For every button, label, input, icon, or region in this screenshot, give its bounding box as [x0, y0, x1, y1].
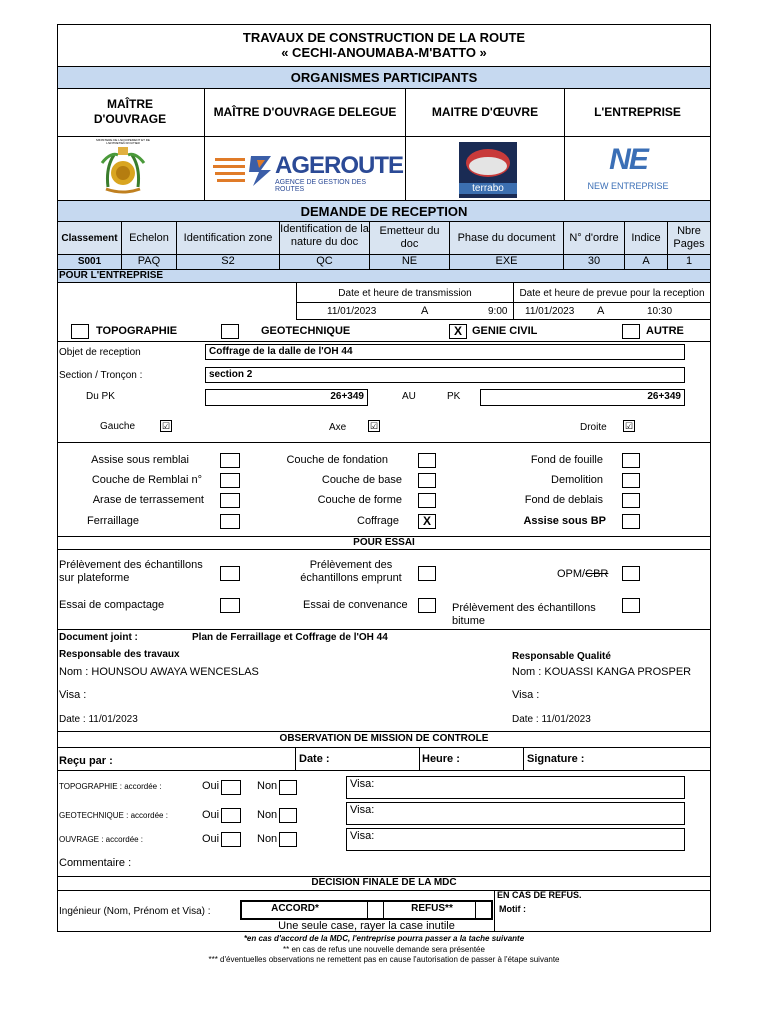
couche-c3-box-3[interactable] — [622, 514, 640, 529]
maitre-ouvrage-label: MAÎTRE D'OUVRAGE — [93, 97, 167, 126]
du-pk-field[interactable]: 26+349 — [205, 389, 368, 406]
topo-checkbox[interactable] — [71, 324, 89, 339]
section-label: Section / Tronçon : — [59, 370, 143, 381]
prel-plateforme-box[interactable] — [220, 566, 240, 581]
couche-c1-box-1[interactable] — [220, 473, 240, 488]
prev-a: A — [597, 305, 605, 317]
date-label: Date : — [59, 714, 86, 725]
non-box-0[interactable] — [279, 780, 297, 795]
note-3: *** d'éventuelles observations ne remettent pas en cause l'autorisation de passer à l'étape suivante — [208, 955, 560, 964]
document-joint-label: Document joint : — [59, 632, 138, 643]
col-classement: Classement — [61, 233, 118, 244]
convenance-label: Essai de convenance — [303, 599, 408, 611]
oui-label-1: Oui — [202, 809, 220, 821]
note-2: ** en cas de refus une nouvelle demande sera présentée — [283, 945, 485, 954]
recu-par-label: Reçu par : — [59, 755, 113, 767]
non-label-0: Non — [257, 780, 278, 792]
val-indice: A — [642, 255, 650, 267]
prev-date: 11/01/2023 — [525, 306, 575, 317]
motif-label: Motif : — [499, 904, 526, 914]
val-phase: EXE — [495, 255, 518, 267]
visa-field-2[interactable] — [346, 828, 685, 851]
nom-travaux-value: HOUNSOU AWAYA WENCESLAS — [91, 666, 259, 678]
obs-row-ouvrage: OUVRAGE : accordée : — [59, 835, 144, 844]
observation-title: OBSERVATION DE MISSION DE CONTROLE — [279, 733, 489, 744]
resp-qualite-label: Responsable Qualité — [512, 651, 611, 662]
col-echelon: Echelon — [129, 232, 169, 244]
ageroute-sub: AGENCE DE GESTION DES ROUTES — [275, 179, 367, 193]
visa-label-1: Visa: — [350, 804, 375, 816]
pour-essai-title: POUR ESSAI — [353, 537, 415, 548]
cbr-text: CBR — [585, 568, 609, 580]
note-1: *en cas d'accord de la MDC, l'entreprise pourra passer a la tache suivante — [243, 934, 525, 943]
visa-label-2: Visa: — [350, 830, 375, 842]
prel-emprunt-box[interactable] — [418, 566, 436, 581]
val-ordre: 30 — [587, 255, 601, 267]
terrabo-logo — [459, 142, 517, 198]
visa-field-0[interactable] — [346, 776, 685, 799]
au-label: AU — [402, 391, 416, 402]
couche-c2-2: Couche de forme — [317, 494, 402, 506]
convenance-box[interactable] — [418, 598, 436, 613]
case-note: Une seule case, rayer la case inutile — [278, 920, 455, 932]
visa-qualite: Visa : — [512, 689, 540, 701]
nom-label: Nom : — [59, 666, 89, 678]
non-label-1: Non — [257, 809, 278, 821]
couche-c3-box-0[interactable] — [622, 453, 640, 468]
non-box-2[interactable] — [279, 832, 297, 847]
nom-travaux — [59, 666, 259, 678]
transmission-label: Date et heure de transmission — [338, 288, 472, 299]
gauche-label: Gauche — [100, 421, 136, 432]
oui-label-2: Oui — [202, 833, 220, 845]
genie-label: GENIE CIVIL — [472, 325, 538, 337]
opm-label — [557, 568, 608, 580]
couche-c1-2: Arase de terrassement — [92, 494, 204, 506]
couche-c3-3: Assise sous BP — [523, 515, 606, 527]
prel-plateforme-label: Prélèvement des échantillons sur plateforme — [59, 559, 203, 584]
objet-field[interactable]: Coffrage de la dalle de l'OH 44 — [205, 344, 685, 360]
form-subtitle: « CECHI-ANOUMABA-M'BATTO » — [281, 45, 487, 60]
objet-label: Objet de reception — [59, 347, 141, 358]
prel-bitume-label: Prélèvement des échantillons bitume — [452, 602, 596, 627]
val-pages: 1 — [685, 255, 693, 267]
visa-field-1[interactable] — [346, 802, 685, 825]
commentaire-label: Commentaire : — [59, 857, 132, 869]
val-nature: QC — [316, 255, 333, 267]
oui-box-0[interactable] — [221, 780, 241, 795]
nom-qualite-value: KOUASSI KANGA PROSPER — [544, 666, 692, 678]
en-cas-refus: EN CAS DE REFUS. — [497, 890, 582, 900]
visa-travaux: Visa : — [59, 689, 87, 701]
val-emetteur: NE — [401, 255, 418, 267]
ministere-logo — [88, 138, 158, 197]
ingenieur-label: Ingénieur (Nom, Prénom et Visa) : — [59, 906, 211, 917]
visa-label-0: Visa: — [350, 778, 375, 790]
terrabo-name: terrabo — [459, 183, 517, 194]
axe-label: Axe — [329, 422, 347, 433]
pk-label: PK — [447, 391, 461, 402]
col-phase: Phase du document — [457, 232, 556, 244]
oui-box-2[interactable] — [221, 832, 241, 847]
val-echelon: PAQ — [137, 255, 161, 267]
col-zone: Identification zone — [183, 232, 273, 244]
nom-label: Nom : — [512, 666, 542, 678]
prel-bitume-box[interactable] — [622, 598, 640, 613]
opm-text: OPM/ — [557, 568, 586, 580]
ageroute-name: AGEROUTE — [275, 152, 404, 179]
topo-label: TOPOGRAPHIE — [96, 325, 178, 337]
axe-checkbox[interactable]: ☑ — [369, 421, 379, 431]
maitre-ouvrage-delegue-label: MAÎTRE D'OUVRAGE DELEGUE — [213, 105, 397, 119]
compactage-label: Essai de compactage — [59, 599, 165, 611]
autre-checkbox[interactable] — [622, 324, 640, 339]
prevue-label: Date et heure de prevue pour la reception — [519, 288, 705, 299]
couche-c3-box-2[interactable] — [622, 493, 640, 508]
col-nature: Identification de la nature du doc — [280, 223, 369, 248]
date-travaux — [59, 714, 138, 725]
resp-travaux-label: Responsable des travaux — [59, 649, 180, 660]
val-zone: S2 — [221, 255, 235, 267]
new-entreprise-logo — [586, 143, 670, 195]
refus-label[interactable]: REFUS** — [411, 903, 453, 914]
couche-c2-1: Couche de base — [321, 474, 402, 486]
form-title: TRAVAUX DE CONSTRUCTION DE LA ROUTE — [242, 30, 526, 45]
pk-field[interactable]: 26+349 — [480, 389, 685, 406]
couche-c1-3: Ferraillage — [87, 515, 139, 527]
demande-title: DEMANDE DE RECEPTION — [300, 204, 468, 219]
couche-c2-box-1[interactable] — [418, 473, 436, 488]
decision-title: DECISION FINALE DE LA MDC — [311, 877, 457, 888]
autre-label: AUTRE — [646, 325, 684, 337]
nom-qualite — [512, 666, 691, 678]
couche-c2-box-2[interactable] — [418, 493, 436, 508]
couche-c3-2: Fond de deblais — [524, 494, 603, 506]
ministere-text: MINISTERE DE L'EQUIPEMENT ET DE L'ENTRETIEN ROUTIER — [96, 138, 150, 145]
date-qualite-value: 11/01/2023 — [541, 714, 591, 725]
obs-row-topo: TOPOGRAPHIE : accordée : — [59, 782, 162, 791]
geo-checkbox[interactable] — [221, 324, 239, 339]
date-qualite — [512, 714, 591, 725]
ageroute-logo — [213, 150, 404, 193]
couche-c1-box-3[interactable] — [220, 514, 240, 529]
prev-time: 10:30 — [647, 306, 673, 317]
droite-label: Droite — [580, 422, 607, 433]
couche-c1-0: Assise sous remblai — [91, 454, 189, 466]
trans-date: 11/01/2023 — [327, 306, 377, 317]
date-label: Date : — [512, 714, 539, 725]
couche-c3-0: Fond de fouille — [530, 454, 603, 466]
col-pages: Nbre Pages — [673, 225, 705, 250]
document-joint-value: Plan de Ferraillage et Coffrage de l'OH 44 — [192, 632, 388, 643]
col-ordre: N° d'ordre — [569, 232, 619, 244]
opm-box[interactable] — [622, 566, 640, 581]
couche-c3-box-1[interactable] — [622, 473, 640, 488]
col-emetteur: Emetteur du doc — [379, 225, 440, 250]
couche-c2-3: Coffrage — [357, 515, 399, 527]
entreprise-label: L'ENTREPRISE — [594, 105, 681, 119]
col-indice: Indice — [631, 232, 661, 244]
oui-label-0: Oui — [202, 780, 220, 792]
obs-date-label: Date : — [299, 753, 330, 765]
couche-c2-box-3[interactable]: X — [418, 514, 436, 529]
couche-c2-box-0[interactable] — [418, 453, 436, 468]
compactage-box[interactable] — [220, 598, 240, 613]
genie-checkbox[interactable]: X — [449, 324, 467, 339]
geo-label: GEOTECHNIQUE — [261, 325, 351, 337]
gauche-checkbox[interactable]: ☑ — [161, 421, 171, 431]
val-classement: S001 — [77, 256, 102, 267]
accord-label[interactable]: ACCORD* — [271, 903, 319, 914]
couche-c1-box-2[interactable] — [220, 493, 240, 508]
ne-mark: NE — [609, 143, 647, 176]
couche-c3-1: Demolition — [551, 474, 603, 486]
couche-c1-1: Couche de Remblai n° — [91, 474, 202, 486]
trans-a: A — [421, 305, 429, 317]
du-pk-label: Du PK — [86, 391, 115, 402]
obs-row-geo: GEOTECHNIQUE : accordée : — [59, 811, 168, 820]
oui-box-1[interactable] — [221, 808, 241, 823]
trans-time: 9:00 — [488, 306, 508, 317]
new-entreprise-name: NEW ENTREPRISE — [587, 181, 669, 191]
couche-c2-0: Couche de fondation — [286, 454, 388, 466]
obs-signature-label: Signature : — [527, 753, 585, 765]
non-box-1[interactable] — [279, 808, 297, 823]
maitre-oeuvre-label: MAITRE D'ŒUVRE — [431, 105, 539, 119]
organismes-title: ORGANISMES PARTICIPANTS — [290, 70, 478, 85]
non-label-2: Non — [257, 833, 278, 845]
section-field[interactable]: section 2 — [205, 367, 685, 383]
pour-entreprise-label: POUR L'ENTREPRISE — [59, 270, 164, 281]
droite-checkbox[interactable]: ☑ — [624, 421, 634, 431]
obs-heure-label: Heure : — [422, 753, 460, 765]
couche-c1-box-0[interactable] — [220, 453, 240, 468]
prel-emprunt-label: Prélèvement des échantillons emprunt — [300, 559, 402, 584]
date-travaux-value: 11/01/2023 — [88, 714, 138, 725]
